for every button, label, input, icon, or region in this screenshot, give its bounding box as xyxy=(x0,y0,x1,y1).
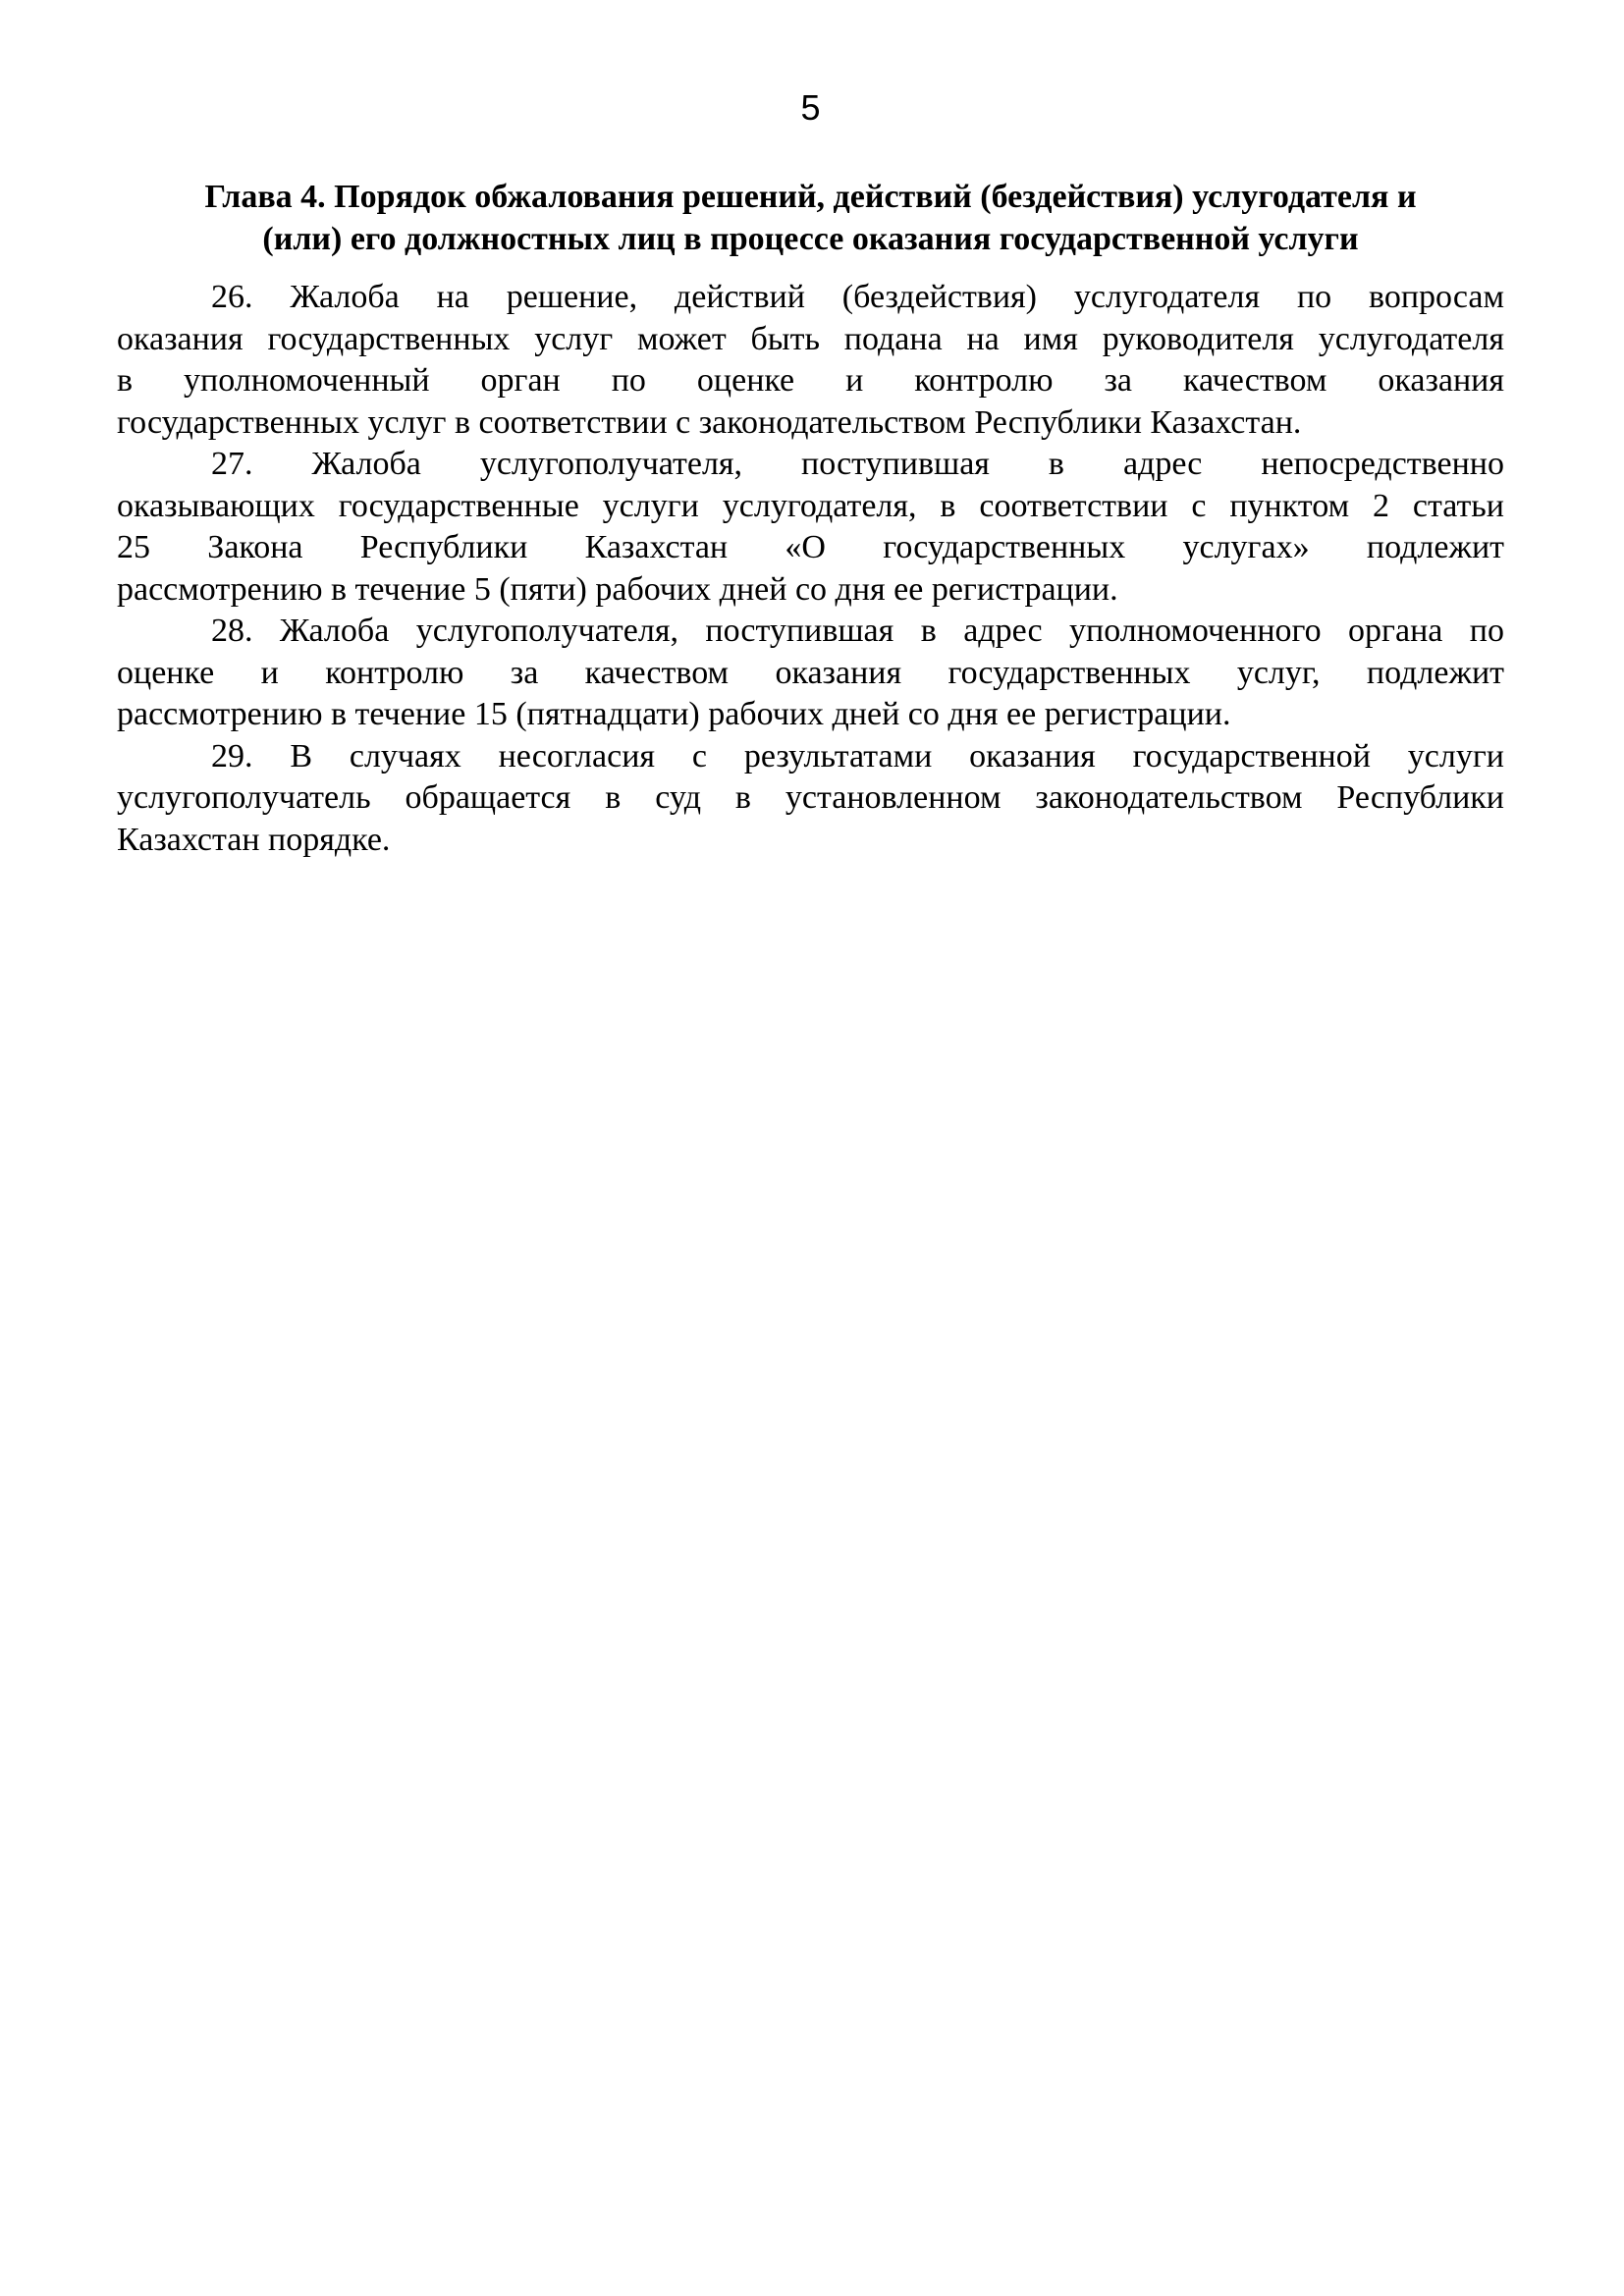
text-line: 29. В случаях несогласия с результатами оказания государственной услуги xyxy=(211,737,1504,774)
text-line: 27. Жалоба услугополучателя, поступившая в адрес непосредственно xyxy=(211,446,1504,482)
document-body xyxy=(117,277,1504,861)
paragraph xyxy=(117,611,1504,736)
text-line: рассмотрению в течение 15 (пятнадцати) рабочих дней со дня ее регистрации. xyxy=(117,696,1231,732)
text-line: 28. Жалоба услугополучателя, поступившая в адрес уполномоченного органа по xyxy=(211,613,1504,649)
paragraph xyxy=(117,277,1504,444)
text-line: оказывающих государственные услуги услугодателя, в соответствии с пунктом 2 статьи xyxy=(117,487,1504,524)
text-line: в уполномоченный орган по оценке и контролю за качеством оказания xyxy=(117,362,1504,399)
text-line: оценке и контролю за качеством оказания государственных услуг, подлежит xyxy=(117,654,1504,691)
chapter-heading-line: Глава 4. Порядок обжалования решений, действий (бездействия) услугодателя и xyxy=(204,179,1417,215)
text-line: услугополучатель обращается в суд в установленном законодательством Республики xyxy=(117,779,1504,816)
text-line: Казахстан порядке. xyxy=(117,821,391,858)
page-number: 5 xyxy=(800,87,821,128)
text-line: рассмотрению в течение 5 (пяти) рабочих дней со дня ее регистрации. xyxy=(117,570,1118,608)
text-line: государственных услуг в соответствии с законодательством Республики Казахстан. xyxy=(117,403,1302,441)
paragraph xyxy=(117,444,1504,611)
text-line: 25 Закона Республики Казахстан «О государственных услугах» подлежит xyxy=(117,529,1504,565)
paragraph xyxy=(117,736,1504,862)
chapter-heading xyxy=(117,177,1504,260)
chapter-heading-line: (или) его должностных лиц в процессе оказания государственной услуги xyxy=(262,220,1359,257)
text-line: 26. Жалоба на решение, действий (бездействия) услугодателя по вопросам xyxy=(211,279,1504,315)
text-line: оказания государственных услуг может быть подана на имя руководителя услугодателя xyxy=(117,320,1504,357)
